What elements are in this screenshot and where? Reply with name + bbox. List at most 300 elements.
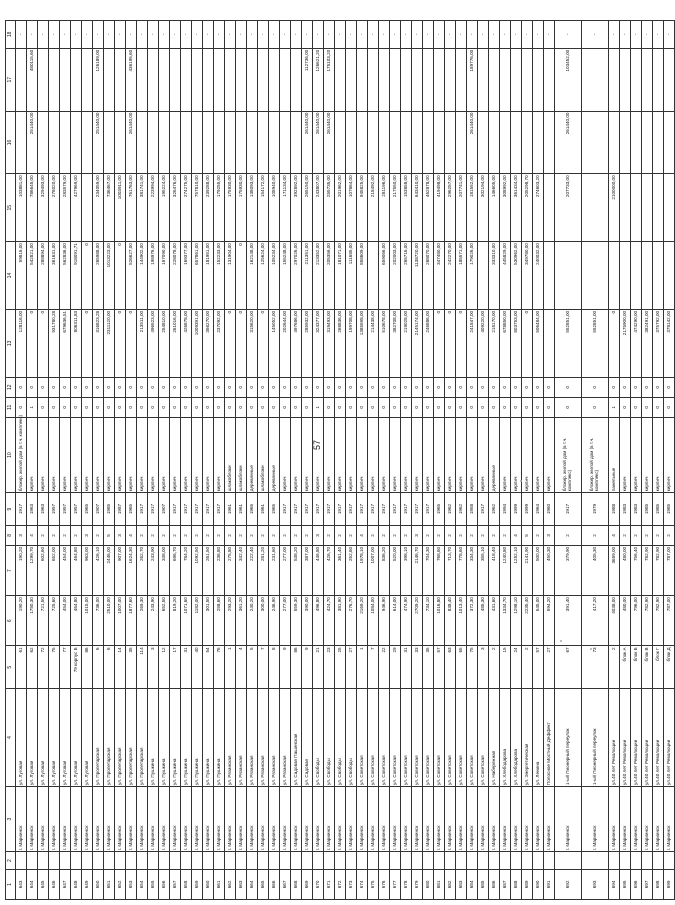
- table-row: [445, 21, 456, 900]
- table-cell: кирпич: [664, 417, 675, 492]
- table-cell: 768,60: [434, 545, 445, 595]
- table-cell: [620, 48, 631, 111]
- table-cell: 757810,00: [192, 174, 203, 242]
- table-cell: ул. Свободы: [313, 689, 324, 787]
- table-cell: 0: [93, 377, 104, 397]
- table-cell: ул. Пушкина: [148, 689, 159, 787]
- table-cell: кирпич: [291, 417, 302, 492]
- table-row: [401, 21, 412, 900]
- table-cell: 0: [115, 377, 126, 397]
- table-cell: 382491,00: [642, 309, 653, 377]
- column-number-header: 11: [6, 397, 16, 417]
- table-cell: ул. Советская: [390, 689, 401, 787]
- column-number-header: 13: [6, 309, 16, 377]
- table-cell: 0: [291, 377, 302, 397]
- table-cell: 654: [137, 869, 148, 899]
- table-cell: 684: [467, 869, 478, 899]
- table-cell: 201962,00: [335, 174, 346, 242]
- table-cell: 0: [434, 377, 445, 397]
- table-cell: 761763,00: [126, 174, 137, 242]
- table-cell: 0: [269, 397, 280, 417]
- table-cell: 0: [456, 377, 467, 397]
- table-cell: Полосное Мостный Деффект: [544, 689, 555, 787]
- table-cell: [192, 111, 203, 174]
- table-cell: 24: [511, 646, 522, 689]
- table-cell: 1334,70: [500, 596, 511, 646]
- table-cell: 152233,00: [214, 242, 225, 310]
- table-cell: панельные: [609, 417, 620, 492]
- column-number-header: 3: [6, 787, 16, 852]
- table-cell: г. Мариинск: [170, 787, 181, 852]
- table-cell: 1962: [456, 493, 467, 526]
- table-cell: 5: [522, 525, 533, 545]
- table-cell: 0: [16, 377, 27, 397]
- table-cell: блок А: [620, 646, 631, 689]
- table-cell: 0: [423, 377, 434, 397]
- table-cell: [489, 48, 500, 111]
- table-cell: 667: [280, 869, 291, 899]
- table-cell: 464,80: [71, 545, 82, 595]
- table-cell: [148, 111, 159, 174]
- table-cell: 674: [357, 869, 368, 899]
- table-cell: ул. Советская: [412, 689, 423, 787]
- table-cell: г. Мариинск: [423, 787, 434, 852]
- table-cell: ул. Пушкина: [203, 689, 214, 787]
- table-cell: 128116,00: [16, 309, 27, 377]
- table-cell: -: [609, 21, 620, 49]
- table-cell: 787,00: [664, 545, 675, 595]
- table-cell: 699: [664, 869, 675, 899]
- table-cell: 1240,80: [500, 545, 511, 595]
- table-cell: г. Мариинск: [38, 787, 49, 852]
- table-cell: 0: [115, 397, 126, 417]
- table-cell: 2: [445, 525, 456, 545]
- table-cell: г. Мариинск: [412, 787, 423, 852]
- table-cell: [203, 852, 214, 870]
- table-cell: 387,00: [302, 545, 313, 595]
- table-cell: 0: [225, 377, 236, 397]
- table-cell: ул.40 лет Революции: [620, 689, 631, 787]
- column-number-header: 17: [6, 48, 16, 111]
- table-cell: [390, 852, 401, 870]
- table-cell: 756,40: [631, 545, 642, 595]
- table-cell: 3: [148, 646, 159, 689]
- table-cell: 0: [390, 377, 401, 397]
- table-cell: 545,00: [533, 596, 544, 646]
- table-cell: блокир. жилой дом (в т.ч. комплекс): [16, 417, 27, 492]
- table-cell: кирпич: [71, 417, 82, 492]
- table-row: [631, 21, 642, 900]
- table-cell: 265150,00: [302, 174, 313, 242]
- table-row: [302, 21, 313, 900]
- table-cell: [609, 111, 620, 174]
- table-cell: 4: [126, 525, 137, 545]
- table-row: [511, 21, 522, 900]
- table-cell: [478, 111, 489, 174]
- table-cell: 0: [82, 397, 93, 417]
- table-cell: г. Мариинск: [93, 787, 104, 852]
- table-cell: ул. Пушкина: [159, 689, 170, 787]
- table-cell: 219028,00: [401, 309, 412, 377]
- table-cell: 154172,00: [258, 174, 269, 242]
- table-cell: 76: [214, 646, 225, 689]
- table-cell: 679636,51: [60, 309, 71, 377]
- table-cell: г. Мариинск: [214, 787, 225, 852]
- table-cell: 243807,00: [313, 174, 324, 242]
- table-cell: 1917: [357, 493, 368, 526]
- table-cell: 1958: [467, 493, 478, 526]
- table-cell: 0: [445, 397, 456, 417]
- table-cell: г. Мариинск: [401, 787, 412, 852]
- table-cell: 240032,00: [533, 242, 544, 310]
- table-cell: -: [664, 21, 675, 49]
- table-cell: 23: [324, 646, 335, 689]
- table-row: [412, 21, 423, 900]
- table-cell: 361631,00: [49, 242, 60, 310]
- table-cell: [609, 242, 620, 310]
- table-cell: 0: [456, 397, 467, 417]
- table-cell: -: [335, 21, 346, 49]
- table-cell: г. Мариинск: [664, 787, 675, 852]
- table-cell: 171134,00: [280, 174, 291, 242]
- table-cell: 0: [137, 377, 148, 397]
- table-cell: 265716,00: [401, 242, 412, 310]
- table-cell: г. Мариинск: [115, 787, 126, 852]
- table-cell: 1084,00: [368, 596, 379, 646]
- table-cell: 3: [478, 646, 489, 689]
- column-number-header: 14: [6, 242, 16, 310]
- table-cell: ул. Рязанская: [236, 689, 247, 787]
- table-row: [335, 21, 346, 900]
- table-cell: 562836,00: [60, 242, 71, 310]
- table-cell: 375792,00: [653, 309, 664, 377]
- table-cell: 692: [555, 869, 582, 899]
- table-cell: -: [269, 21, 280, 49]
- table-cell: 500,00: [533, 545, 544, 595]
- table-cell: ул. Пушкина: [214, 689, 225, 787]
- table-cell: 5: [104, 525, 115, 545]
- table-cell: 12: [159, 646, 170, 689]
- table-cell: г. Мариинск: [280, 787, 291, 852]
- table-cell: 2: [642, 525, 653, 545]
- table-cell: ул. Садовая: [302, 689, 313, 787]
- table-cell: 301,50: [203, 596, 214, 646]
- table-cell: [642, 852, 653, 870]
- table-cell: [653, 174, 664, 242]
- table-cell: ул. Свободы: [324, 689, 335, 787]
- table-cell: 657: [170, 869, 181, 899]
- table-cell: [533, 852, 544, 870]
- table-cell: -: [60, 21, 71, 49]
- table-cell: 0: [280, 397, 291, 417]
- table-cell: 2: [582, 525, 609, 545]
- table-cell: 676: [379, 869, 390, 899]
- table-cell: -: [137, 21, 148, 49]
- table-row: [456, 21, 467, 900]
- table-cell: [357, 48, 368, 111]
- table-cell: 3: [115, 525, 126, 545]
- table-cell: [357, 111, 368, 174]
- table-cell: 436195,60: [126, 48, 137, 111]
- table-cell: 73: [582, 646, 609, 689]
- table-cell: [368, 48, 379, 111]
- table-cell: 665: [258, 869, 269, 899]
- table-cell: 1965: [434, 493, 445, 526]
- table-cell: [522, 852, 533, 870]
- table-cell: 0: [412, 397, 423, 417]
- table-cell: 0: [582, 397, 609, 417]
- table-cell: 7: [368, 646, 379, 689]
- table-cell: [225, 111, 236, 174]
- table-cell: 1987: [115, 493, 126, 526]
- column-number-header: 10: [6, 417, 16, 492]
- table-cell: 0: [214, 397, 225, 417]
- table-cell: 356270,00: [203, 309, 214, 377]
- table-cell: [126, 852, 137, 870]
- table-cell: 1: [225, 646, 236, 689]
- table-cell: -: [225, 21, 236, 49]
- table-cell: г. Мариинск: [555, 787, 582, 852]
- table-cell: 644: [27, 869, 38, 899]
- table-cell: 417,20: [582, 596, 609, 646]
- table-cell: кирпич: [302, 417, 313, 492]
- table-cell: ул. Советская: [379, 689, 390, 787]
- table-cell: 0: [225, 309, 236, 377]
- table-cell: 2: [401, 525, 412, 545]
- table-cell: 0: [533, 397, 544, 417]
- table-cell: кирпич: [192, 417, 203, 492]
- table-cell: 2: [170, 525, 181, 545]
- table-cell: 223994,00: [148, 174, 159, 242]
- table-cell: кирпич: [60, 417, 71, 492]
- table-cell: 1999: [522, 493, 533, 526]
- table-row: [115, 21, 126, 900]
- table-cell: г. Мариинск: [522, 787, 533, 852]
- table-cell: [522, 48, 533, 111]
- table-cell: кирпич: [357, 417, 368, 492]
- table-cell: 246886,00: [423, 309, 434, 377]
- table-cell: -: [544, 21, 555, 49]
- table-cell: -: [412, 21, 423, 49]
- table-cell: 1965: [82, 493, 93, 526]
- table-cell: ул.40 лет Революции: [642, 689, 653, 787]
- table-cell: 0: [236, 242, 247, 310]
- table-row: [71, 21, 82, 900]
- table-cell: ул.40 лет Революции: [631, 689, 642, 787]
- table-cell: г. Мариинск: [511, 787, 522, 852]
- table-cell: ул. Советская: [357, 689, 368, 787]
- table-cell: [609, 852, 620, 870]
- table-cell: -: [104, 21, 115, 49]
- table-cell: 1960: [544, 493, 555, 526]
- table-cell: 205356,00: [324, 242, 335, 310]
- table-cell: 1965: [247, 493, 258, 526]
- table-cell: 9: [280, 646, 291, 689]
- table-cell: -: [203, 21, 214, 49]
- table-cell: 530962,00: [511, 242, 522, 310]
- table-cell: 181552,00: [467, 174, 478, 242]
- table-cell: [247, 111, 258, 174]
- table-cell: [357, 852, 368, 870]
- table-cell: 251440,00: [27, 111, 38, 174]
- table-row: [642, 21, 653, 900]
- table-cell: 324377,00: [313, 309, 324, 377]
- table-cell: 651: [104, 869, 115, 899]
- table-cell: 2: [291, 525, 302, 545]
- table-cell: 0: [401, 397, 412, 417]
- table-cell: [401, 48, 412, 111]
- column-number-header: 2: [6, 852, 16, 870]
- table-cell: кирпич: [137, 417, 148, 492]
- table-cell: 57: [533, 646, 544, 689]
- table-row: [434, 21, 445, 900]
- table-row: [500, 21, 511, 900]
- column-number-header: 15: [6, 174, 16, 242]
- table-cell: 2: [456, 525, 467, 545]
- table-cell: 1917: [148, 493, 159, 526]
- table-cell: -: [456, 21, 467, 49]
- table-cell: 2: [148, 525, 159, 545]
- table-cell: блок Д: [664, 646, 675, 689]
- table-cell: кирпич: [423, 417, 434, 492]
- table-cell: -: [620, 21, 631, 49]
- table-cell: 4: [236, 646, 247, 689]
- table-cell: -: [478, 21, 489, 49]
- table-cell: 27: [346, 646, 357, 689]
- table-cell: 1: [27, 397, 38, 417]
- table-cell: 1917: [291, 493, 302, 526]
- table-cell: г. Мариинск: [27, 787, 38, 852]
- table-cell: 907,00: [115, 545, 126, 595]
- table-cell: 262,70: [137, 545, 148, 595]
- table-cell: 677: [390, 869, 401, 899]
- table-cell: кирпич: [533, 417, 544, 492]
- table-cell: 0: [269, 377, 280, 397]
- table-cell: [533, 48, 544, 111]
- table-cell: 252,60: [346, 545, 357, 595]
- table-cell: 2: [203, 525, 214, 545]
- table-cell: 31: [181, 646, 192, 689]
- table-cell: 25: [335, 646, 346, 689]
- table-cell: г. Мариинск: [82, 787, 93, 852]
- table-cell: 202003,00: [390, 242, 401, 310]
- table-cell: 275,80: [225, 545, 236, 595]
- table-cell: 57: [434, 646, 445, 689]
- table-cell: 0: [170, 397, 181, 417]
- table-cell: 0: [522, 309, 533, 377]
- table-cell: 0: [544, 397, 555, 417]
- table-cell: 2: [522, 646, 533, 689]
- table-cell: 0: [258, 397, 269, 417]
- table-cell: 782,90: [642, 545, 653, 595]
- table-cell: ул.40 лет Революции: [653, 689, 664, 787]
- table-cell: 688: [511, 869, 522, 899]
- table-row: [390, 21, 401, 900]
- column-number-header: 6: [6, 596, 16, 646]
- table-cell: [115, 48, 126, 111]
- table-row: [192, 21, 203, 900]
- table-cell: 3: [412, 525, 423, 545]
- table-cell: 0: [664, 377, 675, 397]
- table-cell: 1963: [38, 493, 49, 526]
- table-cell: 179255,00: [214, 174, 225, 242]
- table-cell: 2446,00: [104, 545, 115, 595]
- table-cell: 211351,00: [302, 242, 313, 310]
- table-cell: 784,20: [181, 545, 192, 595]
- table-cell: 681: [434, 869, 445, 899]
- table-cell: 108940,00: [269, 174, 280, 242]
- table-cell: ул. Рязанская: [247, 689, 258, 787]
- table-cell: 0: [522, 397, 533, 417]
- column-number-header: 9: [6, 493, 16, 526]
- table-cell: 693: [582, 869, 609, 899]
- table-cell: 0: [368, 377, 379, 397]
- table-cell: 2: [555, 525, 582, 545]
- table-cell: 175930,00: [225, 174, 236, 242]
- table-row: [522, 21, 533, 900]
- table-cell: г. Мариинск: [203, 787, 214, 852]
- table-cell: 59816,00: [16, 242, 27, 310]
- table-cell: 2: [93, 525, 104, 545]
- table-cell: [280, 852, 291, 870]
- table-cell: 426878,00: [181, 309, 192, 377]
- table-cell: 213511,00: [137, 309, 148, 377]
- table-cell: [434, 48, 445, 111]
- table-cell: [346, 852, 357, 870]
- table-cell: [38, 48, 49, 111]
- table-cell: 1092,50: [192, 545, 203, 595]
- table-cell: 0: [423, 397, 434, 417]
- table-cell: 1-ый Пионерный переулок: [582, 689, 609, 787]
- table-cell: 1917: [324, 493, 335, 526]
- table-cell: 189776,00: [467, 48, 478, 111]
- table-cell: [423, 111, 434, 174]
- table-cell: 664: [247, 869, 258, 899]
- table-cell: 145052,00: [269, 309, 280, 377]
- table-cell: 0: [500, 377, 511, 397]
- table-cell: кирпич: [115, 417, 126, 492]
- table-cell: 0: [148, 397, 159, 417]
- table-cell: 1963: [27, 493, 38, 526]
- table-cell: кирпич: [104, 417, 115, 492]
- table-cell: 963,00: [82, 545, 93, 595]
- table-cell: 803753,00: [511, 309, 522, 377]
- table-cell: ул. Ленина: [533, 689, 544, 787]
- table-cell: -: [401, 21, 412, 49]
- table-cell: 2: [49, 525, 60, 545]
- table-cell: 261440,00: [126, 111, 137, 174]
- table-cell: 496523,00: [148, 309, 159, 377]
- table-cell: 283579,00: [60, 174, 71, 242]
- table-cell: 454,00: [60, 545, 71, 595]
- table-cell: 40: [192, 646, 203, 689]
- table-cell: кирпич: [511, 417, 522, 492]
- table-cell: 409220,00: [478, 309, 489, 377]
- table-cell: 496,80: [313, 596, 324, 646]
- table-cell: 1957: [49, 493, 60, 526]
- table-cell: [214, 111, 225, 174]
- table-row: [423, 21, 434, 900]
- table-cell: [170, 48, 181, 111]
- table-cell: [511, 111, 522, 174]
- table-cell: 302194,00: [478, 174, 489, 242]
- table-cell: 261440,00: [467, 111, 478, 174]
- table-cell: 0: [324, 377, 335, 397]
- table-cell: 694: [609, 869, 620, 899]
- table-cell: [170, 852, 181, 870]
- table-cell: 0: [335, 397, 346, 417]
- table-cell: 268836,00: [335, 309, 346, 377]
